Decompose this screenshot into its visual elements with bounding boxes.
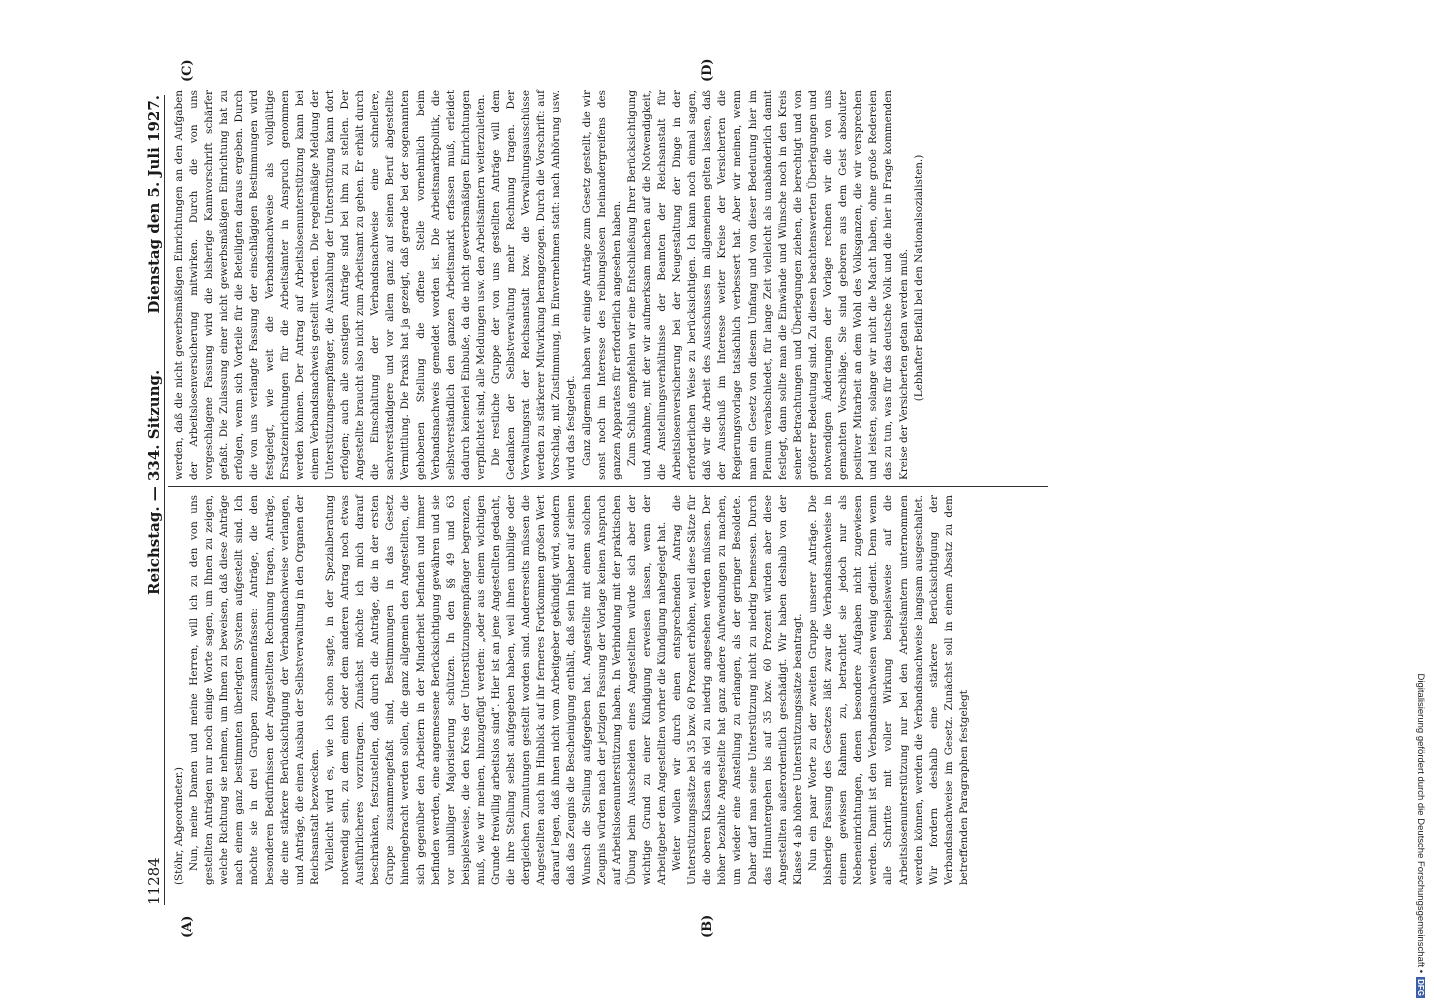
sidebar-credit [1404,8,1426,998]
credit-text: Digitalisierung gefördert durch die Deutsche Forschungsgemeinschaft • [1415,673,1426,974]
paragraph: Nun, meine Damen und meine Herren, will ich zu den von uns gestellten Anträgen nur noch einige Worte sagen, um Ihnen zu zeigen, welche Richtung sie nehmen, um Ihnen zu beweisen, daß diese Anträge nach einem ganz bestimmten überlegten System aufgestellt sind. Ich möchte sie in drei Gruppen zusammenfassen: Anträge, die den besonderen Bedürfnissen der Angestellten Rechnung tragen, Anträge, die eine stärkere Berücksichtigung der Verbandsnachweise verlangen, und Anträge, die einen Ausbau der Selbstverwaltung in den Organen der Reichsanstalt bezwecken. [188,495,321,885]
page-number: 11284 [145,857,163,905]
paragraph: Vielleicht wird es, wie ich schon sagte, in der Spezialberatung notwendig sein, zu dem einen oder dem anderen Antrag noch etwas Ausführlicheres vorzutragen. Zunächst möchte ich mich darauf beschränken, festzustellen, daß durch die Anträge, die in der ersten Gruppe zusammengefaßt sind, Bestimmungen in das Gesetz hineingebracht werden sollen, die ganz allgemein den Angestellten, die sich gegenüber den Arbeitern in der Minderheit befinden und immer befinden werden, eine angemessene Berücksichtigung gewähren und sie vor unbilliger Majorisierung schützen. In den §§ 49 und 63 beispielsweise, die den Kreis der Unterstützungsempfänger begrenzen, muß, wie wir meinen, hinzugefügt werden: „oder aus einem wichtigen Grunde freiwillig arbeitslos sind“. Hier ist an jene Angestellten gedacht, die ihre Stellung selbst aufgegeben haben, weil ihnen unbillige oder dergleichen Zumutungen gestellt worden sind. Andererseits müssen die Angestellten auch im Hinblick auf ihr ferneres Fortkommen großen Wert darauf legen, daß ihnen nicht vom Arbeitgeber gekündigt wird, sondern daß das Zeugnis die Bescheinigung enthält, daß sein Inhaber auf seinen Wunsch die Stellung aufgegeben hat. Angestellte mit einem solchen Zeugnis würden nach der jetzigen Fassung der Vorlage keinen Anspruch auf Arbeitslosenunterstützung haben. In Verbindung mit der praktischen Übung beim Ausscheiden eines Angestellten würde sich aber der wichtige Grund zu einer Kündigung erweisen lassen, wenn der Arbeitgeber dem Angestellten vorher die Kündigung nahegelegt hat. [323,495,668,885]
marker-b: (B) [700,914,715,938]
marker-d: (D) [700,58,715,82]
paragraph: werden, daß die nicht gewerbsmäßigen Einrichtungen an den Aufgaben der Arbeitslosenversicherung mitwirken. Durch die von uns vorgeschlagene Fassung wird die bisherige Kannvorschrift schärfer gefaßt. Die Zulassung einer nicht gewerbsmäßigen Einrichtung hat zu erfolgen, wenn sich Vorteile für die Beteiligten daraus ergeben. Durch die von uns verlangte Fassung der einschlägigen Bestimmungen wird festgelegt, wie weit die Verbandsnachweise als vollgültige Ersatzeinrichtungen für die Arbeitsämter in Anspruch genommen werden können. Der Antrag auf Arbeitslosenunterstützung kann bei einem Verbandsnachweis gestellt werden. Die regelmäßige Meldung der Unterstützungsempfänger, die Auszahlung der Unterstützung kann dort erfolgen; auch alle sonstigen Anträge sind bei ihm zu stellen. Der Angestellte braucht also nicht zum Arbeitsamt zu gehen. Er erhält durch die Einschaltung der Verbandsnachweise eine schnellere, sachverständigere und vor allem ganz auf seinen Beruf abgestellte Vermittlung. Die Praxis hat ja gezeigt, daß gerade bei der sogenannten gehobenen Stellung die offene Stelle vornehmlich beim Verbandsnachweis gemeldet worden ist. Die Arbeitsmarktpolitik, die selbstverständlich den ganzen Arbeitsmarkt erfassen muß, erleidet dadurch keinerlei Einbuße, da die nicht gewerbsmäßigen Einrichtungen verpflichtet sind, alle Meldungen usw. den Arbeitsämtern weiterzuleiten. [173,90,487,480]
column-divider [168,486,1048,487]
marker-c: (C) [180,59,195,82]
digitization-sidebar [1408,8,1430,998]
session-date: Dienstag den 5. Juli 1927. [145,95,163,314]
paragraph: Ganz allgemein haben wir einige Anträge zum Gesetz gestellt, die wir sonst noch im Interesse des reibungslosen Ineinandergreifens des ganzen Apparates für erforderlich angesehen haben. [580,90,623,480]
paragraph: Weiter wollen wir durch einen entsprechenden Antrag die Unterstützungssätze bei 35 bzw. 60 Prozent erhöhen, weil diese Sätze für die oberen Klassen als viel zu niedrig angesehen werden müssen. Der höher bezahlte Angestellte hat ganz andere Aufwendungen zu machen, um wieder eine Anstellung zu erlangen, als der geringer Besoldete. Daher darf man seine Unterstützung nicht zu niedrig bemessen. Durch das Hinuntergehen bis auf 35 bzw. 60 Prozent würden aber diese Angestellten außerordentlich geschädigt. Wir haben deshalb von der Klasse 4 ab höhere Unterstützungssätze beantragt. [671,495,804,885]
rotated-page [60,0,1434,1000]
page-header [145,95,173,905]
right-column [172,90,927,480]
paragraph: Die restliche Gruppe der von uns gestellten Anträge will dem Gedanken der Selbstverwaltung mehr Rechnung tragen. Der Verwaltungsrat der Reichsanstalt bzw. die Verwaltungsausschüsse werden zu stärkerer Mitwirkung herangezogen. Durch die Vorschrift: auf Vorschlag, mit Zustimmung, im Einvernehmen statt: nach Anhörung usw. wird das festgelegt. [489,90,578,480]
dfg-logo-badge: DFG [1416,979,1425,996]
speaker-line: (Stöhr, Abgeordneter.) [173,767,185,885]
page-content [60,0,1160,1000]
applause-note: (Lebhafter Beifall bei den Nationalsozialisten.) [912,154,925,402]
paragraph: Zum Schluß empfehlen wir eine Entschließung Ihrer Berücksichtigung und Annahme, mit der wir aufmerksam machen auf die Notwendigkeit, die Anstellungsverhältnisse der Beamten der Reichsanstalt für Arbeitslosenversicherung bei der Neugestaltung der Dinge in der erforderlichen Weise zu berücksichtigen. Ich kann noch einmal sagen, daß wir die Arbeit des Ausschusses im allgemeinen gelten lassen, daß der Ausschuß im Interesse weiter Kreise der Versicherten die Regierungsvorlage tatsächlich verbessert hat. Aber wir meinen, wenn man ein Gesetz von diesem Umfang und von dieser Bedeutung hier im Plenum verabschiedet, für lange Zeit vielleicht als unabänderlich damit festlegt, dann sollte man die Einwände und Wünsche noch in den Kreis seiner Betrachtungen und Überlegungen ziehen, die berechtigt und von größerer Bedeutung sind. Zu diesen beachtenswerten Überlegungen und notwendigen Änderungen der Vorlage rechnen wir die von uns gemachten Vorschläge. Sie sind geboren aus dem Geist absoluter positiver Mitarbeit an dem Wohl des Volksganzen, die wir versprechen und leisten, solange wir nicht die Macht haben, ohne große Redereien das zu tun, was für das deutsche Volk und die hier in Frage kommenden Kreise der Versicherten getan werden muß. [625,90,910,480]
paragraph: Nun ein paar Worte zu der zweiten Gruppe unserer Anträge. Die bisherige Fassung des Gesetzes läßt zwar die Verbandsnachweise in einem gewissen Rahmen zu, betrachtet sie jedoch nur als Nebeneinrichtungen, denen besondere Aufgaben nicht zugewiesen werden. Damit ist den Verbandsnachweisen wenig gedient. Denn wenn alle Schritte mit voller Wirkung beispielsweise auf die Arbeitslosenunterstützung nur bei den Arbeitsämtern unternommen werden können, werden die Verbandsnachweise langsam ausgeschaltet. Wir fordern deshalb eine stärkere Berücksichtigung der Verbandsnachweise im Gesetz. Zunächst soll in einem Absatz zu dem betreffenden Paragraphen festgelegt [806,495,970,885]
marker-a: (A) [180,915,195,938]
header-rule [164,95,165,905]
session-title: Reichstag. — 334. Sitzung. [145,369,163,595]
left-column [172,495,972,885]
